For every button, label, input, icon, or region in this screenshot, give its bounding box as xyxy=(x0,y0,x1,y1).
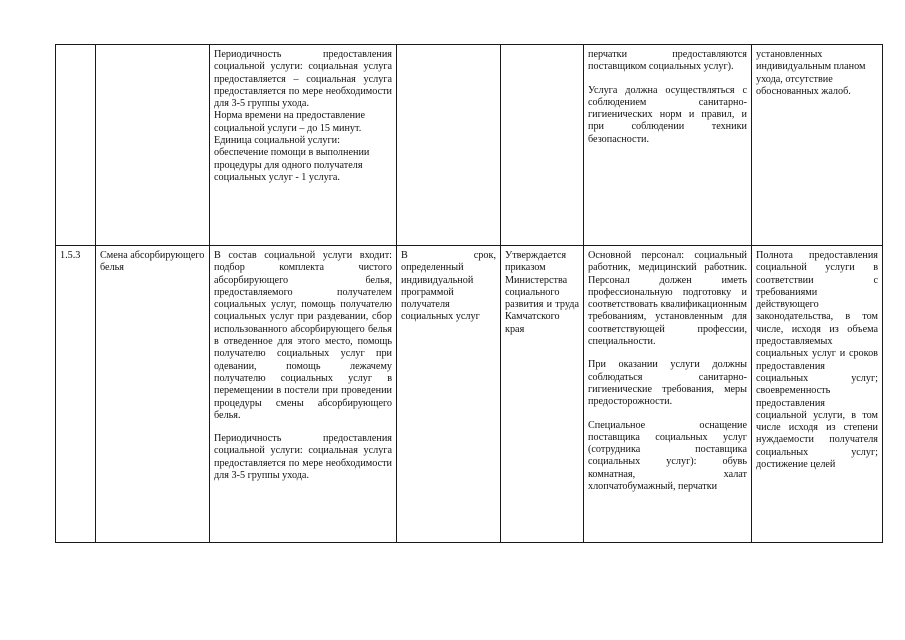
personnel-continuation-text: перчатки предоставляются поставщиком социальных услуг). xyxy=(588,49,747,73)
requirements-text: При оказании услуги должны соблюдаться санитарно-гигиенические требования, меры предосторожности. xyxy=(588,359,747,408)
service-name-cell: Смена абсорбирующего белья xyxy=(96,246,210,543)
periodicity-text: Периодичность предоставления социальной услуги: социальная услуга предоставляется – социальная услуга предоставляется по мере необходимости для 3-5 группы ухода. xyxy=(214,49,392,110)
tariff-cell xyxy=(501,45,584,246)
personnel-cell xyxy=(584,246,752,543)
term-cell xyxy=(397,45,501,246)
services-table xyxy=(55,44,883,543)
personnel-text: Основной персонал: социальный работник, медицинский работник. Персонал должен иметь профессиональную подготовку и соответствовать квалификационным требованиям, установленным для соответствующей профессии, специальности. xyxy=(588,250,747,348)
unit-text: Единица социальной услуги: обеспечение помощи в выполнении процедуры для одного получателя социальных услуг - 1 услуга. xyxy=(214,135,370,183)
content-cell xyxy=(210,45,397,246)
name-cell xyxy=(96,45,210,246)
table-row-1-5-3 xyxy=(56,246,883,543)
evaluation-continuation-text: установленных индивидуальным планом ухода, отсутствие обоснованных жалоб. xyxy=(756,49,866,97)
number-cell: 1.5.3 xyxy=(56,246,96,543)
number-cell xyxy=(56,45,96,246)
evaluation-cell: Полнота предоставления социальной услуги в соответствии с требованиями действующего законодательства, в том числе, исходя из объема предоставляемых социальных услуг и сроков предоставления социальных услуг; своевременность предоставления социальной услуги, в том числе исходя из степени нуждаемости получателя социальных услуг; достижение целей xyxy=(752,246,883,543)
evaluation-cell xyxy=(752,45,883,246)
personnel-cell xyxy=(584,45,752,246)
tariff-cell: Утверждается приказом Министерства социального развития и труда Камчатского края xyxy=(501,246,584,543)
periodicity-text: Периодичность предоставления социальной услуги: социальная услуга предоставляется по мере необходимости для 3-5 группы ухода. xyxy=(214,433,392,482)
time-norm-text: Норма времени на предоставление социальной услуги – до 15 минут. xyxy=(214,110,365,134)
equipment-text: Специальное оснащение поставщика социальных услуг (сотрудника поставщика социальных услуг): обувь комнатная, халат хлопчатобумажный, перчатки xyxy=(588,419,747,493)
term-cell: В срок, определенный индивидуальной программой получателя социальных услуг xyxy=(397,246,501,543)
table-row-continuation xyxy=(56,45,883,246)
safety-text: Услуга должна осуществляться с соблюдением санитарно-гигиенических норм и правил, и при соблюдении техники безопасности. xyxy=(588,84,747,145)
content-cell xyxy=(210,246,397,543)
content-text: В состав социальной услуги входит: подбор комплекта чистого абсорбирующего белья, предоставляемого получателем социальных услуг, помощь получателю социальных услуг при раздевании, сбор использованного абсорбирующего белья в отведенное для этого место, помощь получателю социальных услуг при одевании, помощь лежачему получателю социальных услуг в перемещении в постели при проведении процедуры смены абсорбирующего белья. xyxy=(214,250,392,421)
